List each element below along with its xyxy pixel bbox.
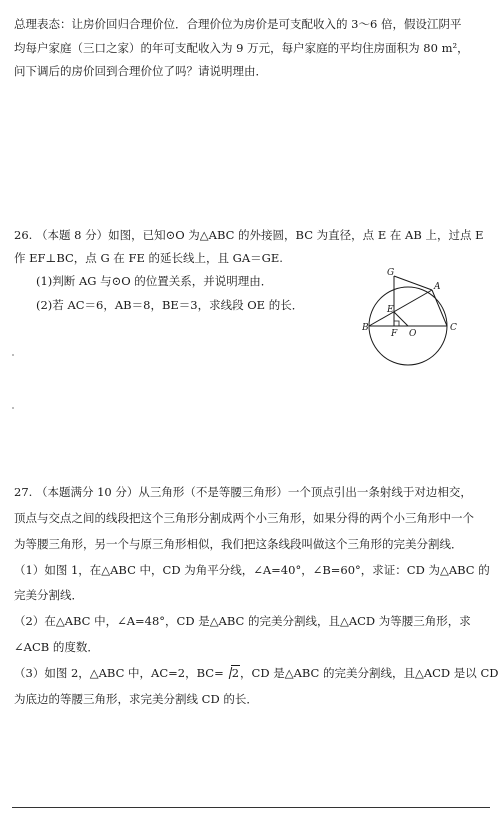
page-footer-rule [12,807,490,808]
q27-part-1-line-1: （1）如图 1，在△ABC 中，CD 为角平分线，∠A=40°，∠B=60°，求证：CD 为△ABC 的 [14,563,490,577]
segment-eo [394,312,408,326]
label-e: E [387,305,394,315]
label-f: F [391,329,398,339]
right-angle-mark [394,321,399,326]
q27-stem-line-3: 为等腰三角形，另一个与原三角形相似，我们把这条线段叫做这个三角形的完美分割线． [14,537,463,551]
q27-part-3-text-b: ，CD 是△ABC 的完美分割线，且△ACD 是以 CD [240,666,499,680]
label-g: G [387,268,395,278]
q27-stem-line-2: 顶点与交点之间的线段把这个三角形分割成两个小三角形，如果分得的两个小三角形中一个 [14,511,474,525]
q27-stem-line-1: 27. （本题满分 10 分）从三角形（不是等腰三角形）一个顶点引出一条射线于对边相交， [14,485,472,499]
q27-part-3-text-a: （3）如图 2，△ABC 中，AC=2，BC= [14,666,224,680]
label-o: O [409,329,417,339]
label-b: B [362,323,369,333]
summary-line-2: 均每户家庭（三口之家）的年可支配收入为 9 万元，每户家庭的平均住房面积为 80 m²， [14,41,469,55]
sqrt-radicand: 2 [231,666,240,680]
q26-circle-figure [362,262,472,368]
summary-line-1: 总理表态：让房价回归合理价位．合理价位为房价是可支配收入的 3～6 倍，假设江阴平 [14,17,462,31]
q27-part-2-line-1: （2）在△ABC 中，∠A=48°，CD 是△ABC 的完美分割线，且△ACD 为等腰三角形，求 [14,614,471,628]
q27-part-3-line-2: 为底边的等腰三角形，求完美分割线 CD 的长． [14,692,258,706]
summary-line-3: 问下调后的房价回到合理价位了吗？请说明理由． [14,64,267,78]
label-a: A [434,282,441,292]
q26-stem-line-2: 作 EF⊥BC，点 G 在 FE 的延长线上，且 GA＝GE. [14,251,283,265]
scan-speck [12,407,14,409]
q26-stem-line-1: 26. （本题 8 分）如图，已知⊙O 为△ABC 的外接圆，BC 为直径，点 E 在 AB 上，过点 E [14,228,484,242]
label-c: C [450,323,457,333]
segment-ba [369,290,432,326]
sqrt-symbol [224,665,240,681]
q27-part-1-line-2: 完美分割线． [14,588,83,602]
q27-part-2-line-2: ∠ACB 的度数． [14,640,99,654]
q26-part-2: (2)若 AC＝6，AB＝8，BE＝3，求线段 OE 的长． [36,298,304,312]
segment-ac [432,290,447,326]
scan-speck [12,354,14,356]
q27-part-3-line-1 [14,665,499,681]
q26-part-1: (1)判断 AG 与⊙O 的位置关系，并说明理由． [36,274,273,288]
